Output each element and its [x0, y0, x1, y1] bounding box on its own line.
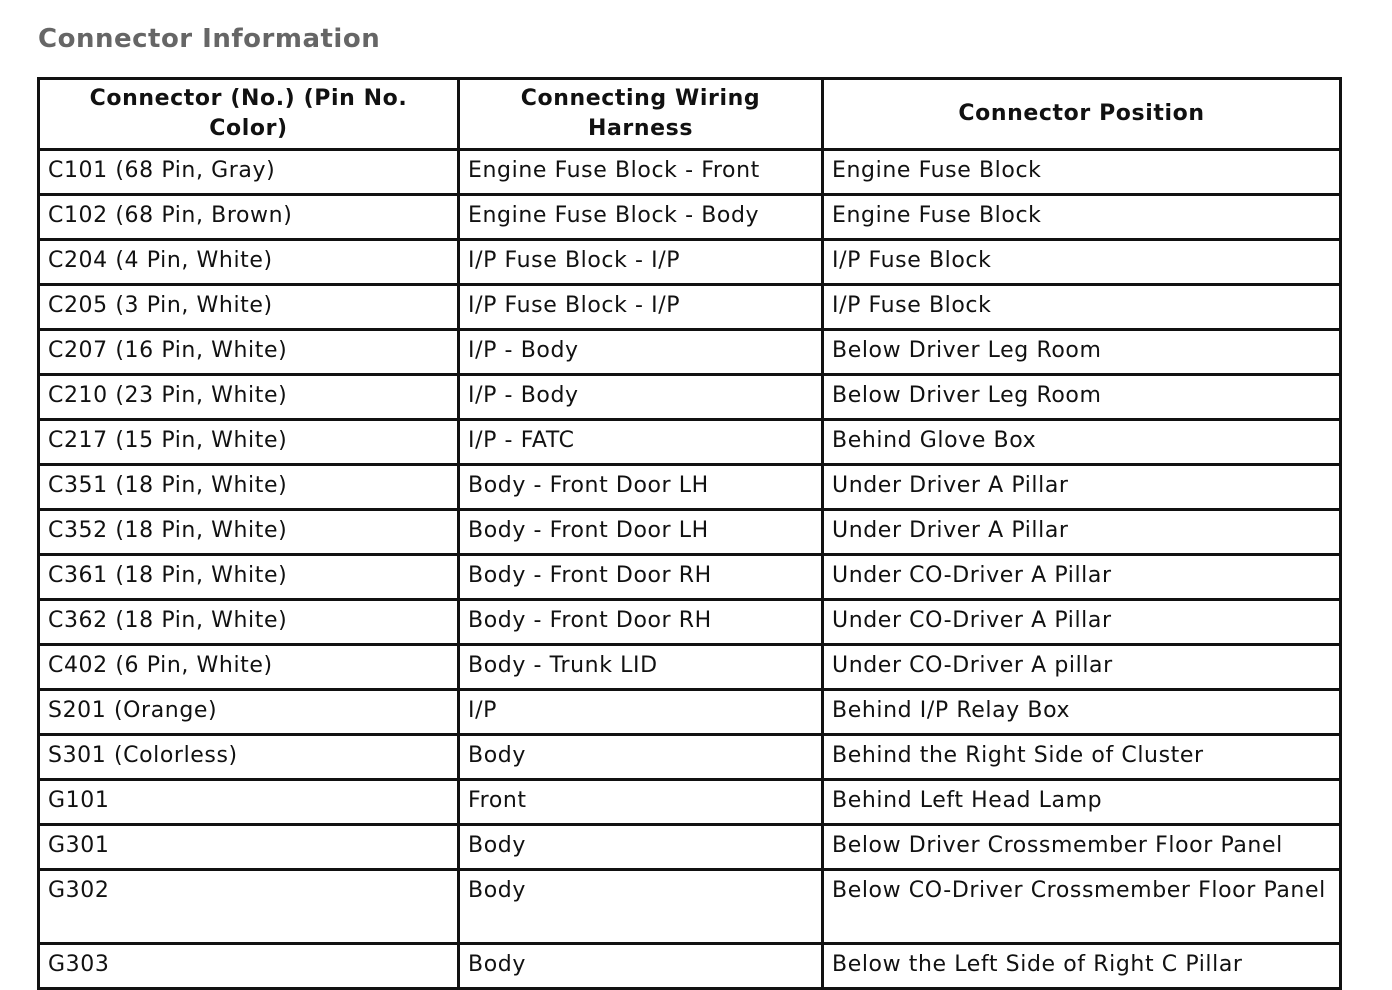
connector-cell: C351 (18 Pin, White)	[39, 465, 459, 510]
connector-table	[37, 77, 1342, 990]
connector-cell: C204 (4 Pin, White)	[39, 240, 459, 285]
table-row	[39, 735, 1341, 780]
position-cell: I/P Fuse Block	[823, 240, 1341, 285]
position-cell: Behind Glove Box	[823, 420, 1341, 465]
connector-cell: C210 (23 Pin, White)	[39, 375, 459, 420]
position-cell: I/P Fuse Block	[823, 285, 1341, 330]
position-cell: Behind I/P Relay Box	[823, 690, 1341, 735]
table-row	[39, 330, 1341, 375]
position-cell: Below Driver Leg Room	[823, 375, 1341, 420]
table-row	[39, 780, 1341, 825]
harness-cell: I/P	[459, 690, 823, 735]
table-row	[39, 240, 1341, 285]
harness-cell: Body	[459, 870, 823, 944]
table-row	[39, 645, 1341, 690]
table-row	[39, 375, 1341, 420]
connector-cell: G101	[39, 780, 459, 825]
table-row	[39, 600, 1341, 645]
table-row	[39, 944, 1341, 989]
connector-cell: G303	[39, 944, 459, 989]
position-cell: Below the Left Side of Right C Pillar	[823, 944, 1341, 989]
harness-cell: I/P - FATC	[459, 420, 823, 465]
position-cell: Under Driver A Pillar	[823, 465, 1341, 510]
position-cell: Engine Fuse Block	[823, 150, 1341, 195]
position-cell: Behind Left Head Lamp	[823, 780, 1341, 825]
harness-cell: Engine Fuse Block - Body	[459, 195, 823, 240]
position-cell: Below Driver Crossmember Floor Panel	[823, 825, 1341, 870]
position-cell: Below CO-Driver Crossmember Floor Panel	[823, 870, 1341, 944]
connector-cell: C217 (15 Pin, White)	[39, 420, 459, 465]
table-row	[39, 690, 1341, 735]
harness-cell: Body	[459, 825, 823, 870]
position-cell: Behind the Right Side of Cluster	[823, 735, 1341, 780]
connector-cell: C362 (18 Pin, White)	[39, 600, 459, 645]
position-cell: Under CO-Driver A Pillar	[823, 555, 1341, 600]
harness-cell: Body - Front Door LH	[459, 510, 823, 555]
connector-cell: S201 (Orange)	[39, 690, 459, 735]
harness-cell: Body - Front Door RH	[459, 600, 823, 645]
harness-cell: Body	[459, 735, 823, 780]
table-row	[39, 510, 1341, 555]
connector-cell: C361 (18 Pin, White)	[39, 555, 459, 600]
harness-cell: Body - Front Door LH	[459, 465, 823, 510]
harness-cell: Body - Trunk LID	[459, 645, 823, 690]
header-connector: Connector (No.) (Pin No. Color)	[39, 79, 459, 150]
position-cell: Under CO-Driver A Pillar	[823, 600, 1341, 645]
connector-cell: G301	[39, 825, 459, 870]
table-row	[39, 465, 1341, 510]
position-cell: Under Driver A Pillar	[823, 510, 1341, 555]
table-row	[39, 420, 1341, 465]
connector-cell: C207 (16 Pin, White)	[39, 330, 459, 375]
connector-cell: C102 (68 Pin, Brown)	[39, 195, 459, 240]
harness-cell: I/P - Body	[459, 330, 823, 375]
harness-cell: Front	[459, 780, 823, 825]
header-row	[39, 79, 1341, 150]
table-row	[39, 825, 1341, 870]
header-harness: Connecting Wiring Harness	[459, 79, 823, 150]
table-row	[39, 870, 1341, 944]
harness-cell: Body	[459, 944, 823, 989]
connector-cell: C402 (6 Pin, White)	[39, 645, 459, 690]
position-cell: Under CO-Driver A pillar	[823, 645, 1341, 690]
connector-cell: C101 (68 Pin, Gray)	[39, 150, 459, 195]
table-row	[39, 150, 1341, 195]
page-title: Connector Information	[38, 24, 381, 54]
position-cell: Engine Fuse Block	[823, 195, 1341, 240]
table-row	[39, 285, 1341, 330]
harness-cell: I/P - Body	[459, 375, 823, 420]
connector-cell: C352 (18 Pin, White)	[39, 510, 459, 555]
position-cell: Below Driver Leg Room	[823, 330, 1341, 375]
connector-cell: G302	[39, 870, 459, 944]
harness-cell: I/P Fuse Block - I/P	[459, 285, 823, 330]
connector-cell: S301 (Colorless)	[39, 735, 459, 780]
table-row	[39, 195, 1341, 240]
harness-cell: Body - Front Door RH	[459, 555, 823, 600]
table-row	[39, 555, 1341, 600]
harness-cell: I/P Fuse Block - I/P	[459, 240, 823, 285]
header-position: Connector Position	[823, 79, 1341, 150]
harness-cell: Engine Fuse Block - Front	[459, 150, 823, 195]
connector-cell: C205 (3 Pin, White)	[39, 285, 459, 330]
